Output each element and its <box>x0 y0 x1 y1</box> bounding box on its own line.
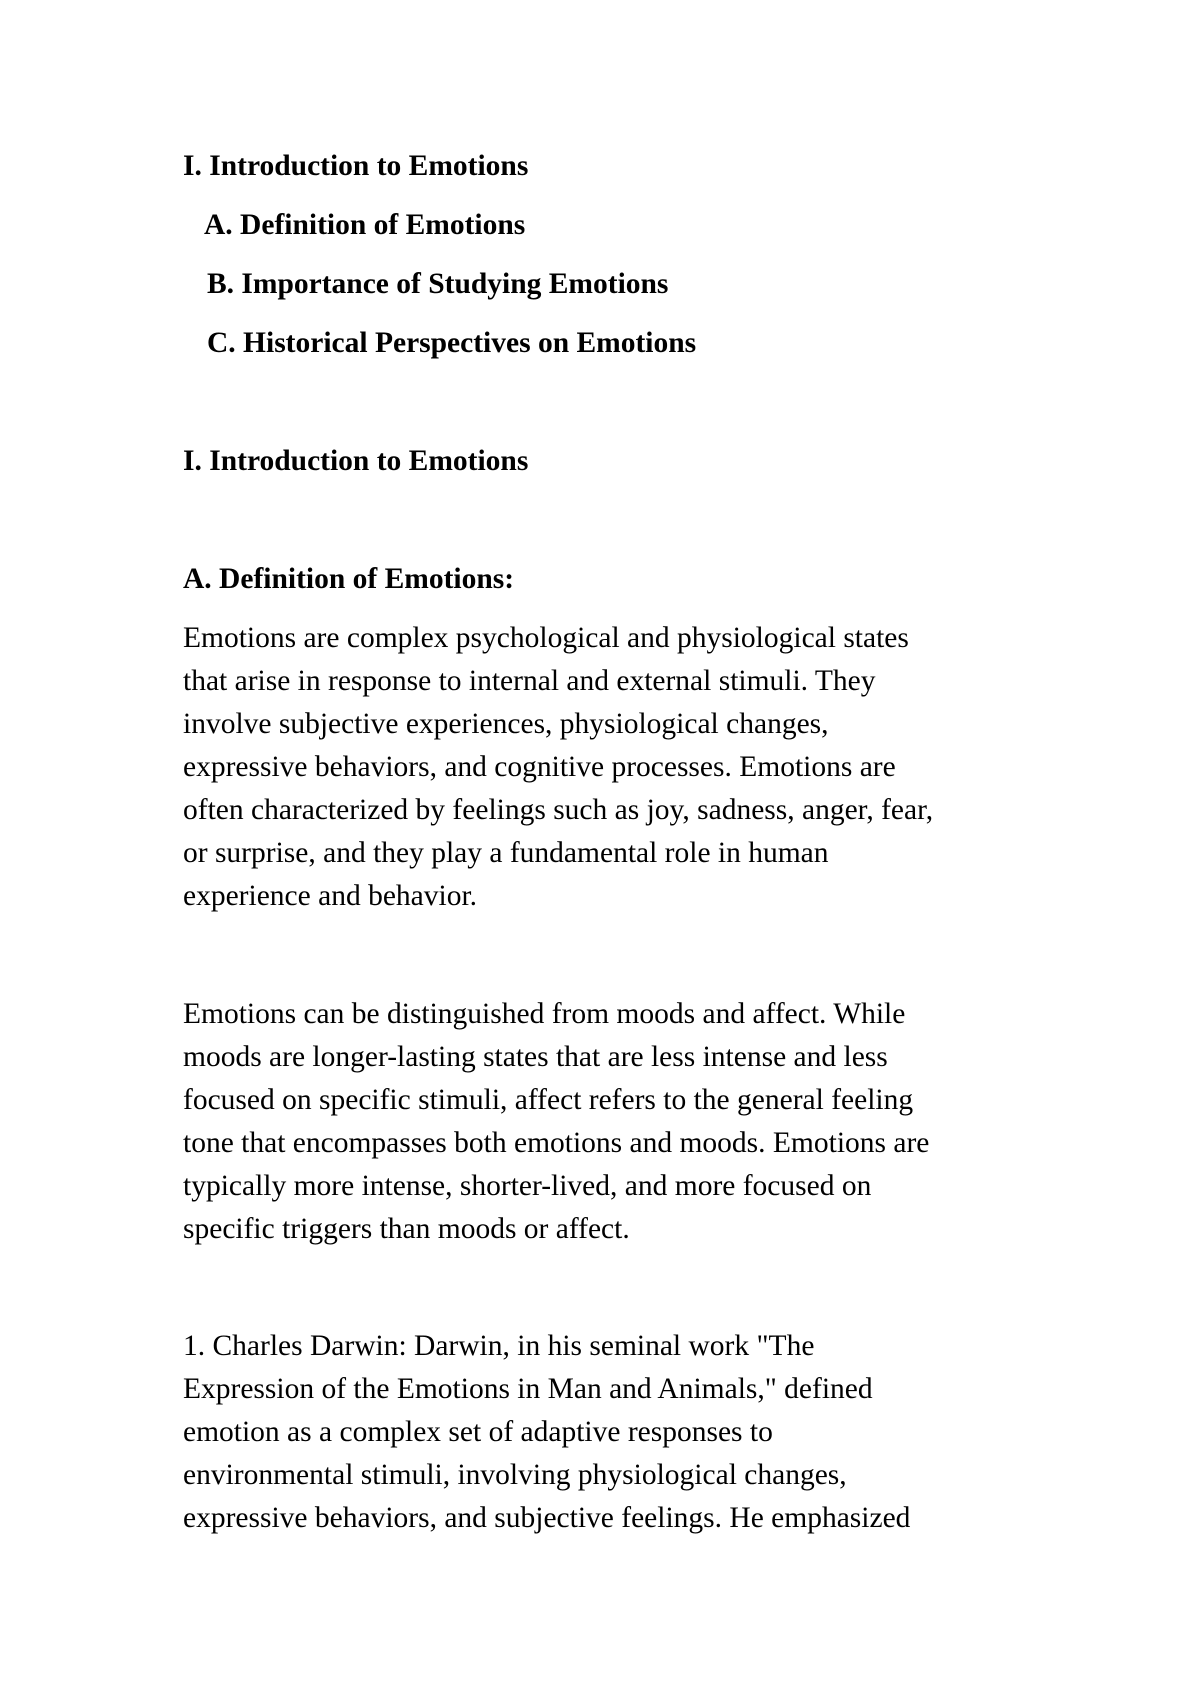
paragraph-1-line: Emotions are complex psychological and physiological states <box>183 622 909 654</box>
paragraph-2-line: Emotions can be distinguished from moods and affect. While <box>183 998 906 1030</box>
toc-item-a: A. Definition of Emotions <box>204 209 526 241</box>
paragraph-2-line: focused on specific stimuli, affect refers to the general feeling <box>183 1084 914 1116</box>
section-heading: I. Introduction to Emotions <box>183 445 529 477</box>
toc-item-c: C. Historical Perspectives on Emotions <box>207 327 697 359</box>
paragraph-2-line: tone that encompasses both emotions and moods. Emotions are <box>183 1127 930 1159</box>
paragraph-1-line: or surprise, and they play a fundamental role in human <box>183 837 829 869</box>
paragraph-3-line: 1. Charles Darwin: Darwin, in his seminal work "The <box>183 1330 815 1362</box>
toc-heading: I. Introduction to Emotions <box>183 150 529 182</box>
paragraph-2-line: specific triggers than moods or affect. <box>183 1213 630 1245</box>
paragraph-1-line: that arise in response to internal and external stimuli. They <box>183 665 876 697</box>
paragraph-3-line: environmental stimuli, involving physiological changes, <box>183 1459 847 1491</box>
toc-item-b: B. Importance of Studying Emotions <box>207 268 669 300</box>
paragraph-3-line: emotion as a complex set of adaptive responses to <box>183 1416 773 1448</box>
paragraph-1-line: often characterized by feelings such as joy, sadness, anger, fear, <box>183 794 934 826</box>
paragraph-2-line: moods are longer-lasting states that are less intense and less <box>183 1041 888 1073</box>
paragraph-1-line: experience and behavior. <box>183 880 478 912</box>
paragraph-3-line: expressive behaviors, and subjective feelings. He emphasized <box>183 1502 911 1534</box>
paragraph-2-line: typically more intense, shorter-lived, and more focused on <box>183 1170 872 1202</box>
paragraph-1-line: expressive behaviors, and cognitive processes. Emotions are <box>183 751 896 783</box>
section-subheading: A. Definition of Emotions: <box>183 563 515 595</box>
paragraph-3-line: Expression of the Emotions in Man and Animals," defined <box>183 1373 873 1405</box>
paragraph-1-line: involve subjective experiences, physiological changes, <box>183 708 829 740</box>
